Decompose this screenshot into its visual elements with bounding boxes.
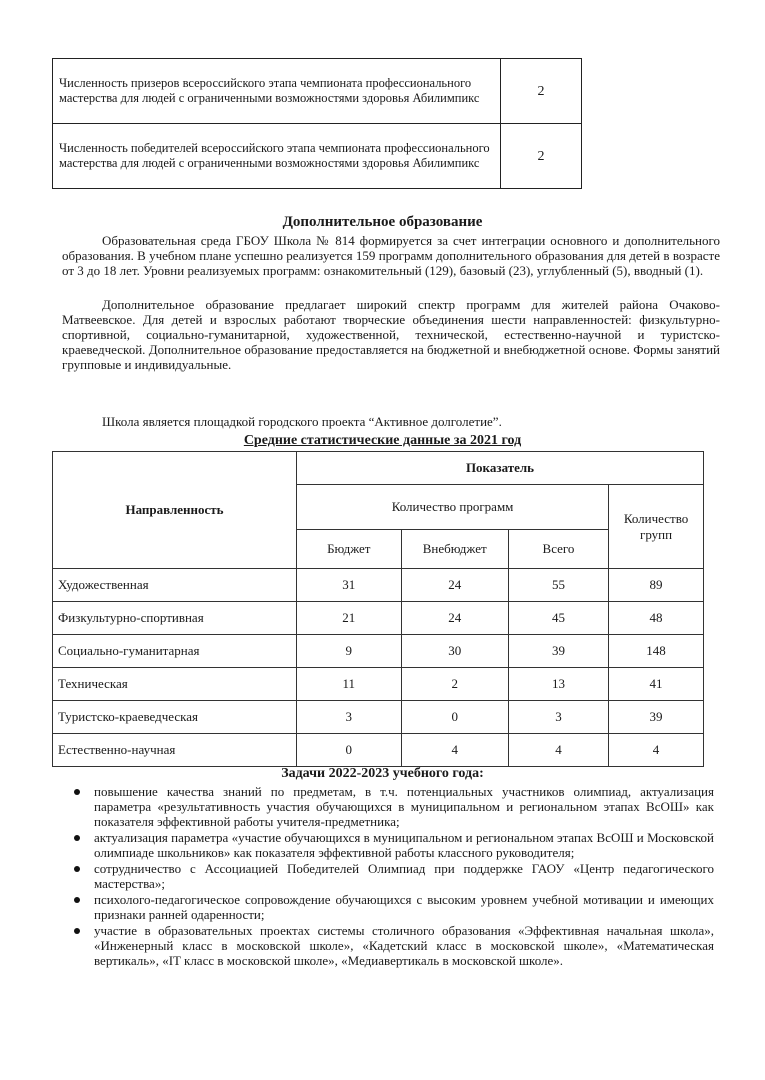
direction-name: Физкультурно-спортивная (53, 602, 297, 635)
offbudget-cell: 2 (401, 668, 508, 701)
bullet-icon (74, 928, 80, 934)
offbudget-cell: 24 (401, 569, 508, 602)
list-item (74, 923, 714, 968)
indicator-label: Численность призеров всероссийского этапа чемпионата профессионального мастерства для людей с ограниченными возможностями здоровья Абилимпикс (53, 59, 501, 124)
table-row (53, 734, 704, 767)
groups-cell: 148 (609, 635, 704, 668)
tasks-list (74, 784, 714, 969)
header-programs: Количество программ (297, 485, 609, 530)
indicator-value: 2 (501, 59, 582, 124)
list-item (74, 830, 714, 860)
table-row (53, 59, 582, 124)
total-cell: 13 (508, 668, 608, 701)
total-cell: 55 (508, 569, 608, 602)
stats-title: Средние статистические данные за 2021 год (243, 433, 522, 448)
table-row (53, 602, 704, 635)
header-total: Всего (508, 530, 608, 569)
offbudget-cell: 0 (401, 701, 508, 734)
budget-cell: 31 (297, 569, 402, 602)
table-row (53, 668, 704, 701)
task-text: актуализация параметра «участие обучающихся в муниципальном и региональном этапах ВсОШ и Московской олимпиаде школьников» как показателя эффективной работы классного руководителя; (94, 830, 714, 860)
task-text: психолого-педагогическое сопровождение обучающихся с высоким уровнем учебной мотивации и имеющих признаки ранней одаренности; (94, 892, 714, 922)
section-title: Дополнительное образование (282, 214, 483, 230)
budget-cell: 3 (297, 701, 402, 734)
bullet-icon (74, 835, 80, 841)
table-row (53, 124, 582, 189)
list-item (74, 784, 714, 829)
stats-table (52, 451, 704, 767)
direction-name: Туристско-краеведческая (53, 701, 297, 734)
groups-cell: 39 (609, 701, 704, 734)
budget-cell: 21 (297, 602, 402, 635)
budget-cell: 9 (297, 635, 402, 668)
groups-cell: 41 (609, 668, 704, 701)
total-cell: 45 (508, 602, 608, 635)
budget-cell: 0 (297, 734, 402, 767)
offbudget-cell: 24 (401, 602, 508, 635)
task-text: повышение качества знаний по предметам, в т.ч. потенциальных участников олимпиад, актуализация параметра «результативность участия обучающихся в муниципальном и региональном этапах ВсОШ» как показателя эффективной работы учителя-предметника; (94, 784, 714, 829)
total-cell: 39 (508, 635, 608, 668)
paragraph-programs: Дополнительное образование предлагает широкий спектр программ для жителей района Очаково-Матвеевское. Для детей и взрослых работают творческие объединения шести направленностей: физкультурно-спортивной, социально-гуманитарной, художественной, технической, естественно-научной и туристско-краеведческой. Дополнительное образование предоставляется на бюджетной и внебюджетной основе. Формы занятий групповые и индивидуальные. (62, 297, 720, 372)
task-text: сотрудничество с Ассоциацией Победителей Олимпиад при поддержке ГАОУ «Центр педагогического мастерства»; (94, 861, 714, 891)
total-cell: 3 (508, 701, 608, 734)
total-cell: 4 (508, 734, 608, 767)
list-item (74, 861, 714, 891)
bullet-icon (74, 897, 80, 903)
paragraph-project: Школа является площадкой городского проекта “Активное долголетие”. (102, 414, 502, 429)
indicator-label: Численность победителей всероссийского этапа чемпионата профессионального мастерства для людей с ограниченными возможностями здоровья Абилимпикс (53, 124, 501, 189)
tasks-title: Задачи 2022-2023 учебного года: (281, 766, 484, 781)
direction-name: Социально-гуманитарная (53, 635, 297, 668)
indicators-table (52, 58, 582, 189)
table-row (53, 701, 704, 734)
table-row (53, 635, 704, 668)
groups-cell: 4 (609, 734, 704, 767)
offbudget-cell: 4 (401, 734, 508, 767)
bullet-icon (74, 789, 80, 795)
bullet-icon (74, 866, 80, 872)
indicator-value: 2 (501, 124, 582, 189)
task-text: участие в образовательных проектах системы столичного образования «Эффективная начальная школа», «Инженерный класс в московской школе», «Кадетский класс в московской школе», «Математическая вертикаль», «IT класс в московской школе», «Медиавертикаль в московской школе». (94, 923, 714, 968)
direction-name: Техническая (53, 668, 297, 701)
list-item (74, 892, 714, 922)
header-offbudget: Внебюджет (401, 530, 508, 569)
paragraph-intro: Образовательная среда ГБОУ Школа № 814 формируется за счет интеграции основного и дополнительного образования. В учебном плане успешно реализуется 159 программ дополнительного образования для детей в возрасте от 3 до 18 лет. Уровни реализуемых программ: ознакомительный (129), базовый (23), углубленный (5), вводный (1). (62, 233, 720, 278)
groups-cell: 48 (609, 602, 704, 635)
table-header-row (53, 452, 704, 485)
groups-cell: 89 (609, 569, 704, 602)
header-budget: Бюджет (297, 530, 402, 569)
offbudget-cell: 30 (401, 635, 508, 668)
table-row (53, 569, 704, 602)
direction-name: Художественная (53, 569, 297, 602)
header-indicator: Показатель (297, 452, 704, 485)
direction-name: Естественно-научная (53, 734, 297, 767)
budget-cell: 11 (297, 668, 402, 701)
header-groups: Количество групп (609, 485, 704, 569)
header-direction: Направленность (53, 452, 297, 569)
